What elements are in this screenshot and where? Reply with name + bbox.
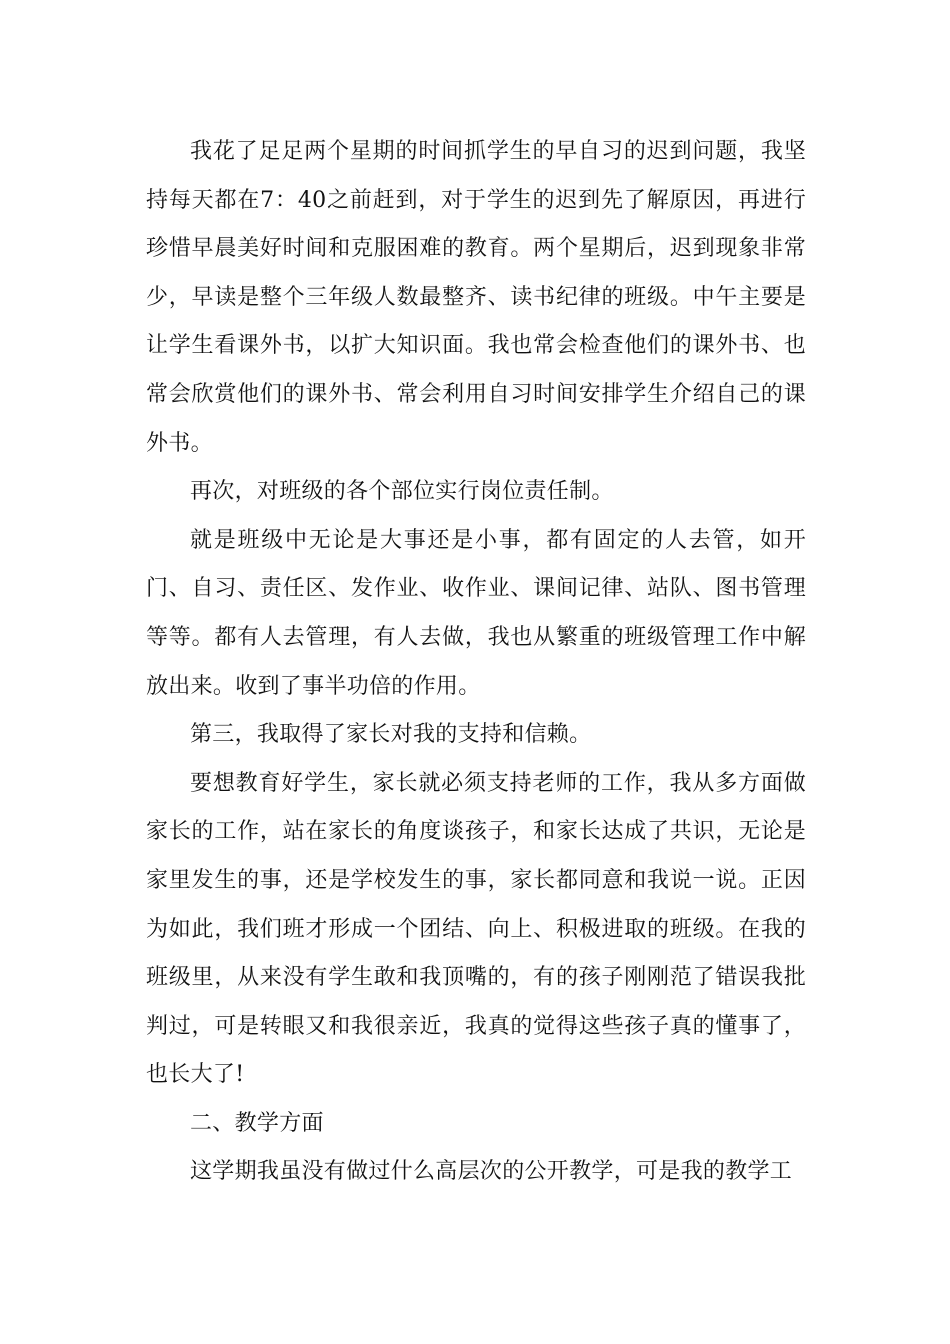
paragraph-heading-responsibility: 再次，对班级的各个部位实行岗位责任制。 (190, 479, 614, 505)
document-body (146, 128, 806, 1197)
paragraph-class-duties: 就是班级中无论是大事还是小事，都有固定的人去管，如开门、自习、责任区、发作业、收作业、课间记律、站队、图书管理等等。都有人去管理，有人去做，我也从繁重的班级管理工作中解放出来。收到了事半功倍的作用。 (146, 527, 806, 699)
paragraph-morning-study: 我花了足足两个星期的时间抓学生的早自习的迟到问题，我坚持每天都在7：40之前赶到，对于学生的迟到先了解原因，再进行珍惜早晨美好时间和克服困难的教育。两个星期后，迟到现象非常少，早读是整个三年级人数最整齐、读书纪律的班级。中午主要是让学生看课外书，以扩大知识面。我也常会检查他们的课外书、也常会欣赏他们的课外书、常会利用自习时间安排学生介绍自己的课外书。 (146, 139, 806, 456)
paragraph-teaching: 这学期我虽没有做过什么高层次的公开教学，可是我的教学工 (190, 1159, 793, 1185)
section-heading-teaching: 二、教学方面 (190, 1110, 324, 1136)
paragraph-heading-parents: 第三，我取得了家长对我的支持和信赖。 (190, 722, 592, 748)
paragraph-parent-support: 要想教育好学生，家长就必须支持老师的工作，我从多方面做家长的工作，站在家长的角度谈孩子，和家长达成了共识，无论是家里发生的事，还是学校发生的事，家长都同意和我说一说。正因为如此，我们班才形成一个团结、向上、积极进取的班级。在我的班级里，从来没有学生敢和我顶嘴的，有的孩子刚刚范了错误我批判过，可是转眼又和我很亲近，我真的觉得这些孩子真的懂事了，也长大了! (146, 770, 806, 1088)
